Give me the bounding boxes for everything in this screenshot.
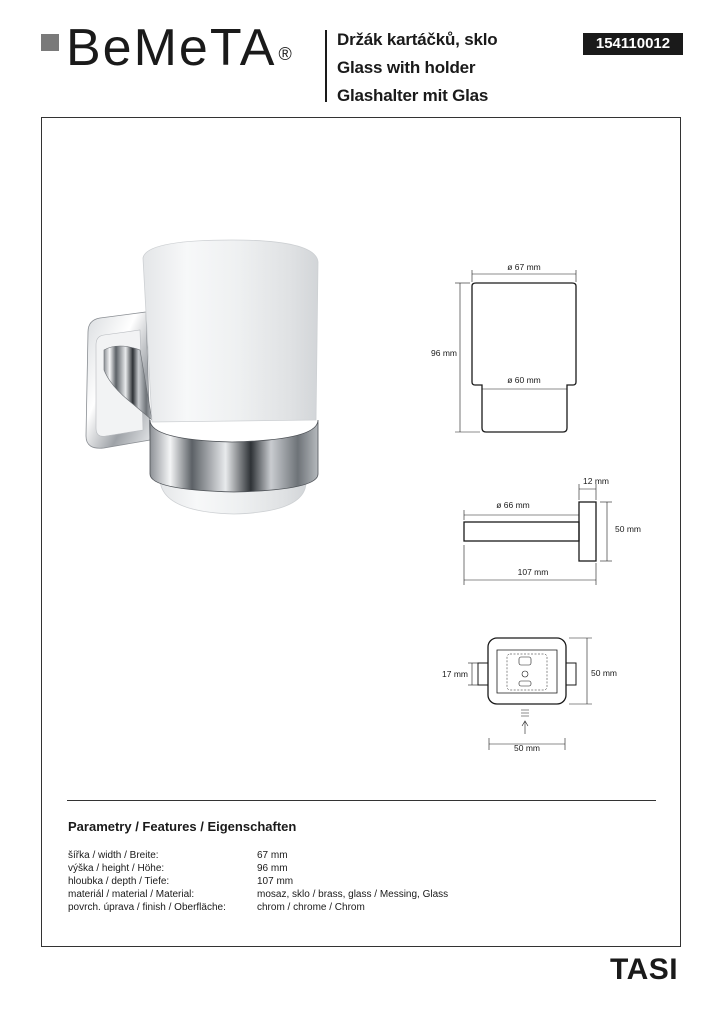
plate-front-drawing (468, 638, 592, 750)
feature-value: 107 mm (257, 876, 294, 887)
glass-height-label: 96 mm (431, 348, 457, 358)
front-height-label: 50 mm (591, 668, 617, 678)
feature-label: povrch. úprava / finish / Oberfläche: (68, 902, 226, 913)
title-en: Glass with holder (337, 58, 476, 77)
series-name: TASI (610, 953, 679, 986)
feature-row (68, 862, 448, 875)
feature-value: 96 mm (257, 863, 288, 874)
feature-value: mosaz, sklo / brass, glass / Messing, Glass (257, 889, 449, 900)
features-table (68, 849, 448, 914)
product-code-badge: 154110012 (583, 33, 683, 55)
front-width-label: 50 mm (514, 743, 540, 753)
front-plate-outline (488, 638, 566, 704)
feature-row (68, 849, 448, 862)
glass-outline (472, 283, 576, 432)
glass-top-diameter-label: ø 67 mm (507, 262, 541, 272)
feature-row (68, 875, 448, 888)
glass-dimension-drawing (455, 270, 576, 432)
title-cz: Držák kartáčků, sklo (337, 30, 498, 49)
holder-ring-outline (464, 522, 579, 541)
product-photo (86, 240, 318, 514)
section-divider (67, 800, 656, 801)
feature-label: hloubka / depth / Tiefe: (68, 876, 170, 887)
total-depth-label: 107 mm (517, 567, 549, 577)
feature-label: šířka / width / Breite: (68, 850, 159, 861)
feature-label: materiál / material / Material: (68, 889, 195, 900)
glass-bottom-diameter-label: ø 60 mm (507, 375, 541, 385)
plate-depth-label: 12 mm (583, 476, 609, 486)
front-offset-label: 17 mm (442, 669, 468, 679)
title-de: Glashalter mit Glas (337, 86, 489, 105)
plate-height-label: 50 mm (615, 524, 641, 534)
registered-mark: ® (278, 44, 294, 64)
feature-row (68, 901, 448, 914)
feature-value: chrom / chrome / Chrom (257, 902, 365, 913)
features-heading: Parametry / Features / Eigenschaften (68, 819, 297, 834)
feature-row (68, 888, 448, 901)
ring-diameter-label: ø 66 mm (496, 500, 530, 510)
feature-value: 67 mm (257, 850, 288, 861)
chrome-ring (150, 420, 318, 492)
feature-label: výška / height / Höhe: (68, 863, 165, 874)
brand-logo: BeMeTA ® (66, 19, 294, 77)
holder-plate-outline (579, 502, 596, 561)
frosted-glass (143, 240, 318, 422)
